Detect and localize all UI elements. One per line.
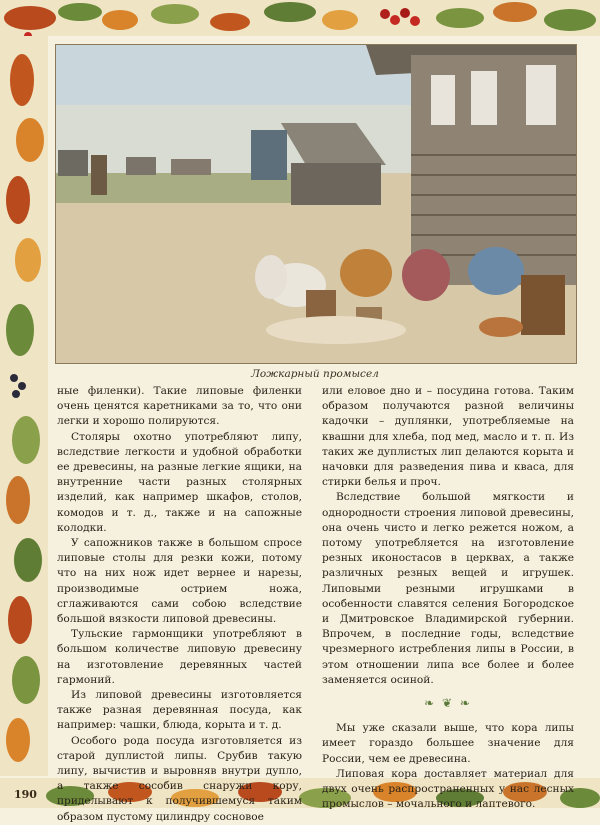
illustration-caption: Ложкарный промысел xyxy=(251,368,379,380)
paragraph: Тульские гармонщики употребляют в большом количестве липовую древесину на изготовление деревянных частей гармоний. xyxy=(57,628,302,686)
paragraph: ные филенки). Такие липовые филенки очень ценятся каретниками за то, что они легки и хорошо полируются. xyxy=(57,385,302,428)
paragraph: У сапожников также в большом спросе липовые столы для резки кожи, потому что на них нож идет вернее и нарезы, производимые острием ножа, сглаживаются сами собою вследствие большой вязкости липовой древесины. xyxy=(57,537,302,626)
section-divider-ornament: ❧ ❦ ❧ xyxy=(424,696,472,711)
paragraph: Столяры охотно употребляют липу, вследствие легкости и удобной обработки ее древесины, на разные легкие ящики, на внутренние части разных столярных изделий, как например шкафов, столов, комодов и т. д., также и на сапожные колодки. xyxy=(57,430,302,534)
paragraph: или еловое дно и – посудина готова. Таким образом получаются разной величины кадочки – дуплянки, употребляемые на квашни для хлеба, под мед, масло и т. п. Из таких же дуплистых лип делаются корыта и начовки для разведения пива и кваса, для стирки белья и проч. xyxy=(322,385,574,489)
paragraph: Липовая кора доставляет материал для двух очень распространенных у нас лесных промыслов – мочального и лаптевого. xyxy=(322,767,574,811)
text-column-left xyxy=(57,384,302,825)
page-number: 190 xyxy=(14,788,37,801)
left-leaf-band xyxy=(0,36,48,776)
text-column-right xyxy=(322,384,574,812)
paragraph: Вследствие большой мягкости и однородности строения липовой древесины, она очень чисто и легко режется ножом, а потому употребляется на изготовление резных иконостасов в церквах, а также различных резных вещей и игрушек. Липовыми резными игрушками в особенности славятся селения Богородское и Дмитровское Владимирской губернии. Впрочем, в последние годы, вследствие чрезмерного истребления липы в России, в этом отношении липа все более и более заменяется осиной. xyxy=(322,491,574,686)
village-spoon-craft-illustration xyxy=(55,44,577,364)
paragraph: Мы уже сказали выше, что кора липы имеет гораздо большее значение для России, чем ее древесина. xyxy=(322,722,574,765)
paragraph: Особого рода посуда изготовляется из старой дуплистой липы. Срубив такую липу, вычистив и выровняв внутри дупло, а также сособив снаружи кору, приделывают к получившемуся таким образом пустому цилиндру сосновое xyxy=(57,734,302,823)
paragraph: Из липовой древесины изготовляется также разная деревянная посуда, как например: чашки, блюда, корыта и т. д. xyxy=(57,689,302,732)
